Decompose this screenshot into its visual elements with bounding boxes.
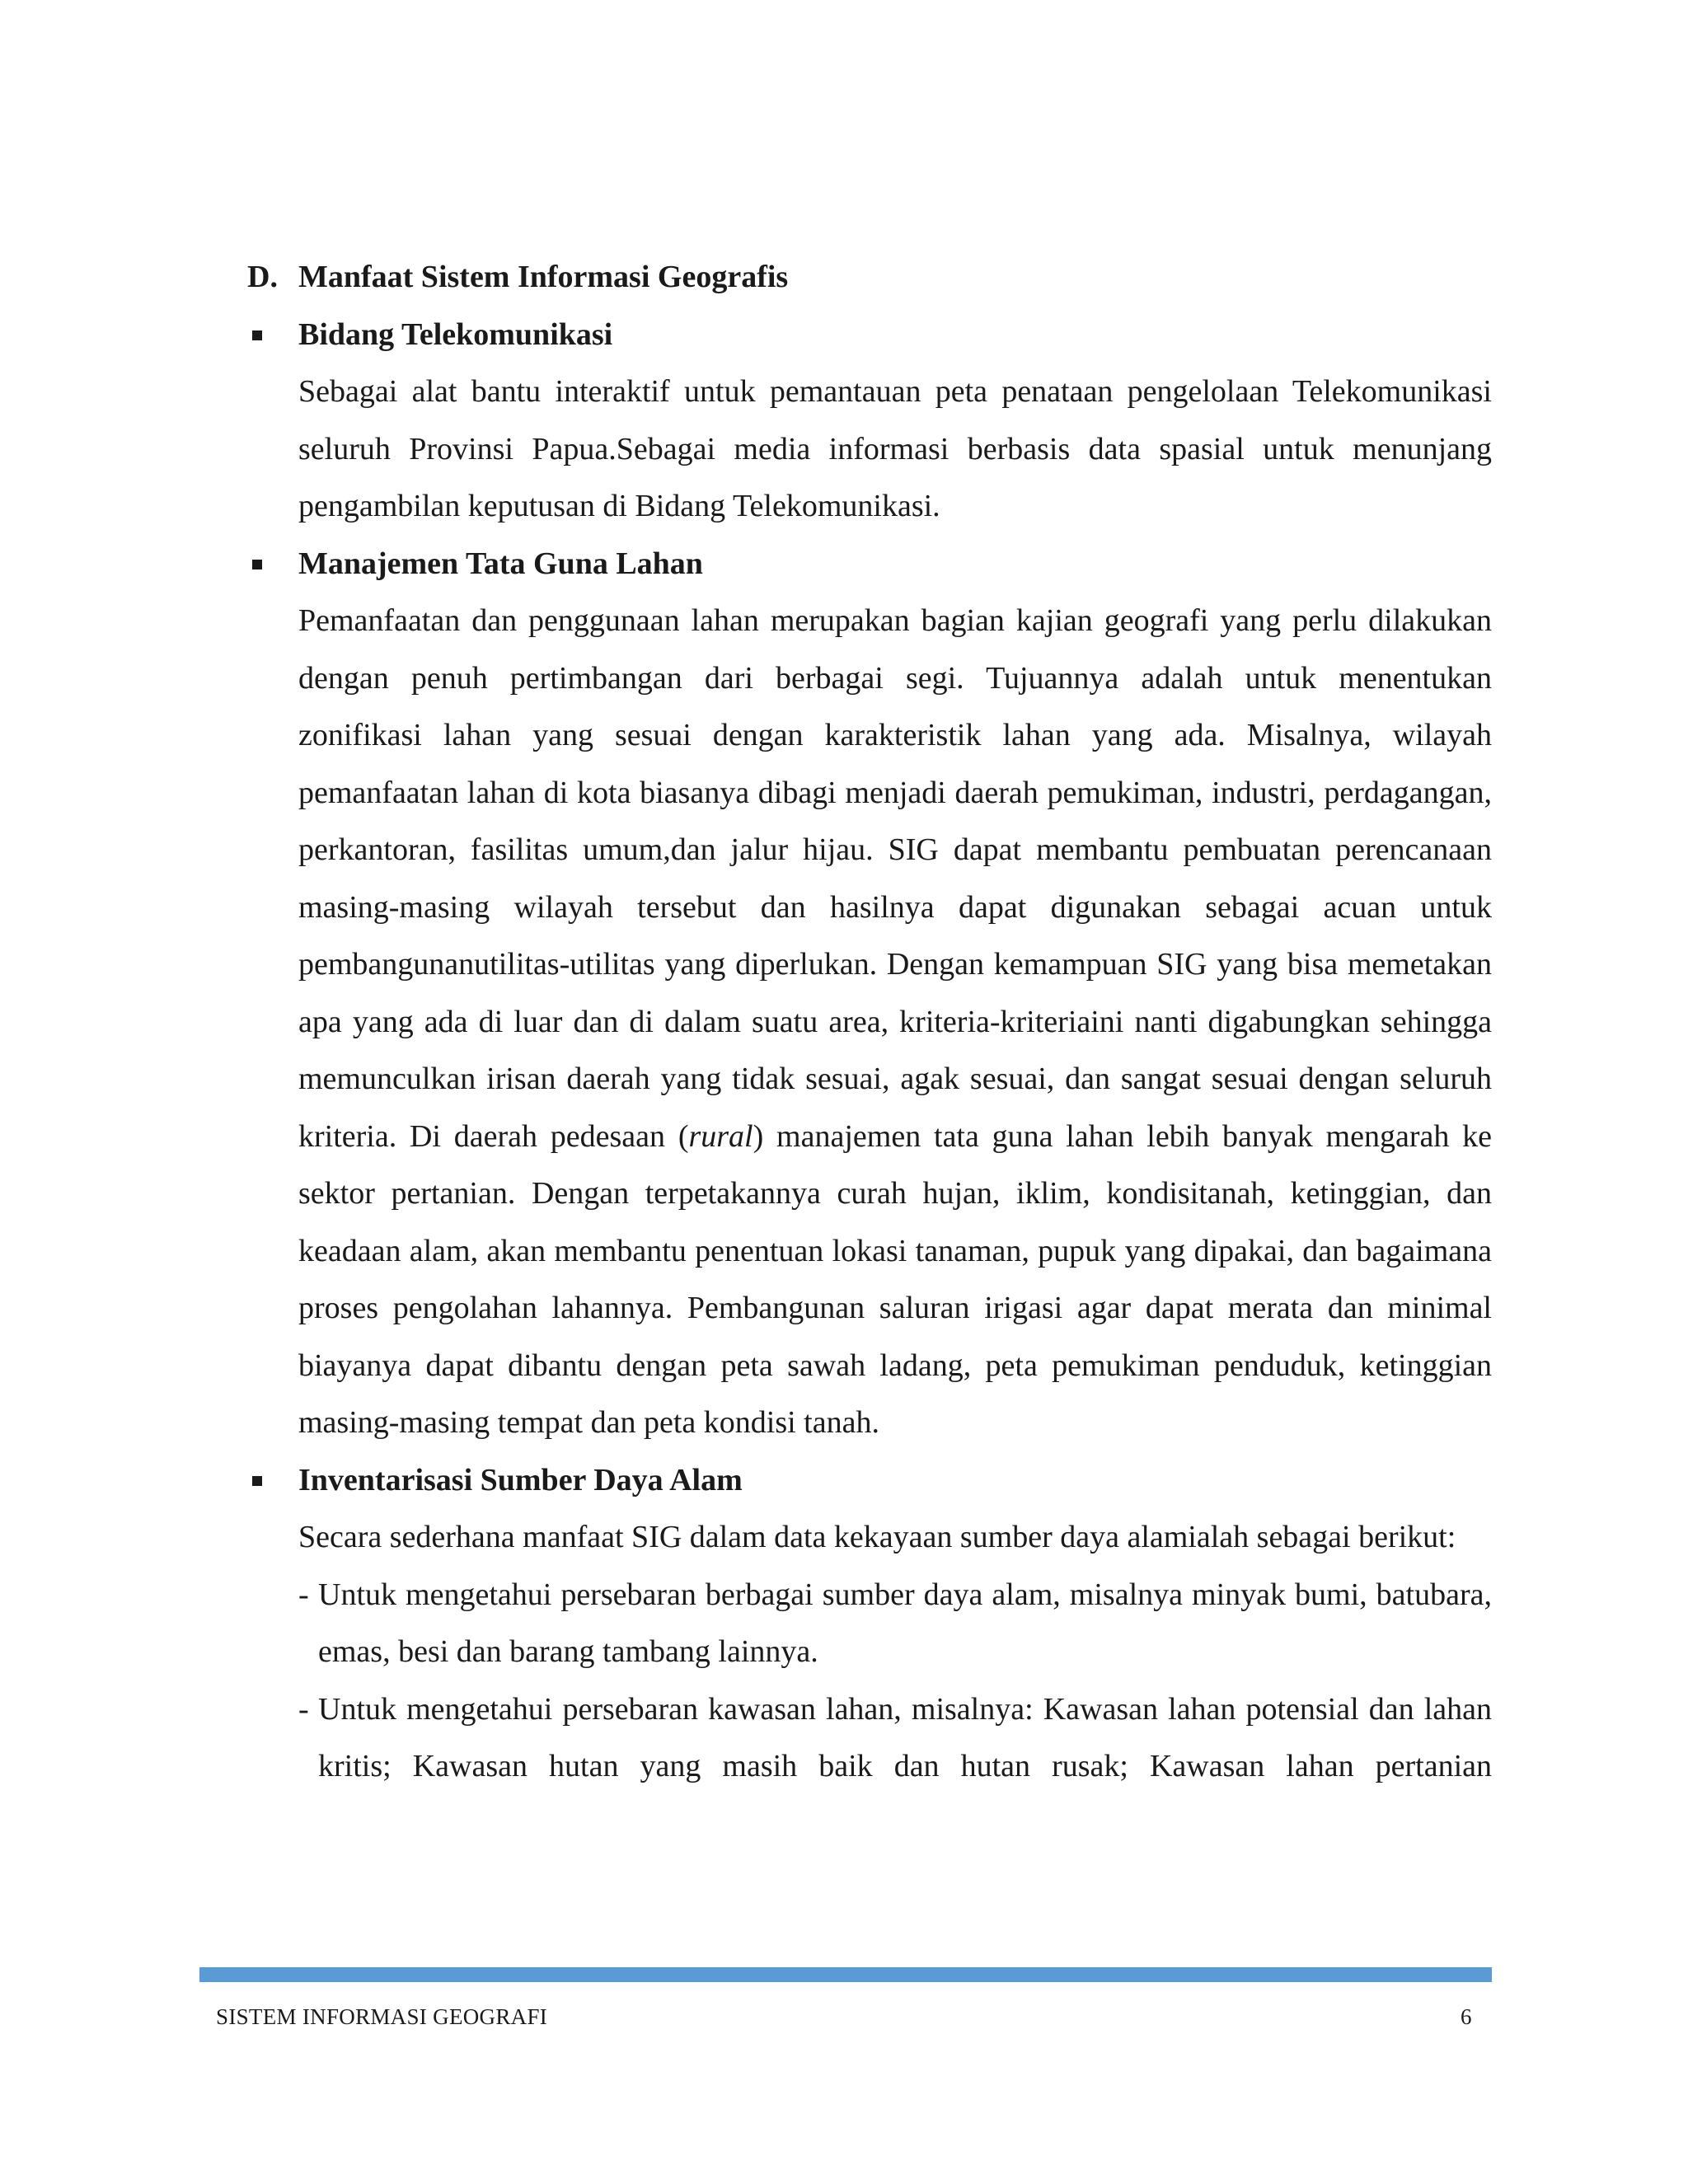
list-item [298, 1681, 1492, 1796]
bullet-title: Manajemen Tata Guna Lahan [298, 546, 703, 581]
bullet-heading-tata-guna-lahan [247, 536, 1492, 593]
footer-title: SISTEM INFORMASI GEOGRAFI [216, 2004, 548, 2029]
paragraph-telekomunikasi: Sebagai alat bantu interaktif untuk pemantauan peta penataan pengelolaan Telekomunikasi seluruh Provinsi Papua.Sebagai media informasi berbasis data spasial untuk menunjang pengambilan keputusan di Bidang Telekomunikasi. [298, 374, 1492, 523]
page-content [247, 249, 1492, 1796]
section-heading [247, 249, 1492, 307]
paragraph-text-part: Pemanfaatan dan penggunaan lahan merupakan bagian kajian geografi yang perlu dilakukan dengan penuh pertimbangan dari berbagai segi. Tujuannya adalah untuk menentukan zonifikasi lahan yang sesuai dengan karakteristik lahan yang ada. Misalnya, wilayah pemanfaatan lahan di kota biasanya dibagi menjadi daerah pemukiman, industri, perdagangan, perkantoran, fasilitas umum,dan jalur hijau. SIG dapat membantu pembuatan perencanaan masing-masing wilayah tersebut dan hasilnya dapat digunakan sebagai acuan untuk pembangunanutilitas-utilitas yang diperlukan. Dengan kemampuan SIG yang bisa memetakan apa yang ada di luar dan di dalam suatu area, kriteria-kriteriaini nanti digabungkan sehingga memunculkan irisan daerah yang tidak sesuai, agak sesuai, dan sangat sesuai dengan seluruh kriteria. Di daerah pedesaan ( [298, 603, 1492, 1154]
square-bullet-icon [247, 536, 298, 593]
page-number: 6 [1461, 2004, 1472, 2029]
section-letter: D. [247, 260, 278, 294]
paragraph-tata-guna-lahan [298, 593, 1492, 1452]
dash-marker: - [298, 1577, 309, 1612]
square-bullet-icon [247, 307, 298, 364]
list-item-text: Untuk mengetahui persebaran berbagai sumber daya alam, misalnya minyak bumi, batubara, emas, besi dan barang tambang lainnya. [318, 1577, 1492, 1669]
bullet-heading-sumber-daya-alam [247, 1452, 1492, 1510]
bullet-title: Inventarisasi Sumber Daya Alam [298, 1462, 743, 1497]
section-title: Manfaat Sistem Informasi Geografis [298, 260, 789, 294]
dash-marker: - [298, 1691, 309, 1727]
paragraph-text-part: ) manajemen tata guna lahan lebih banyak mengarah ke sektor pertanian. Dengan terpetakannya curah hujan, iklim, kondisitanah, ketinggian, dan keadaan alam, akan membantu penentuan lokasi tanaman, pupuk yang dipakai, dan bagaimana proses pengolahan lahannya. Pembangunan saluran irigasi agar dapat merata dan minimal biayanya dapat dibantu dengan peta sawah ladang, peta pemukiman penduduk, ketinggian masing-masing tempat dan peta kondisi tanah. [298, 1118, 1493, 1440]
italic-term: rural [688, 1118, 753, 1154]
square-bullet-icon [247, 1452, 298, 1510]
bullet-heading-telekomunikasi [247, 307, 1492, 364]
list-item [298, 1567, 1492, 1681]
list-item-text: Untuk mengetahui persebaran kawasan lahan, misalnya: Kawasan lahan potensial dan lahan kritis; Kawasan hutan yang masih baik dan hutan rusak; Kawasan lahan pertanian [318, 1691, 1492, 1783]
footer-divider-bar [199, 1967, 1492, 1982]
bullet-title: Bidang Telekomunikasi [298, 316, 613, 352]
paragraph-sumber-daya-alam: Secara sederhana manfaat SIG dalam data kekayaan sumber daya alamialah sebagai berikut: [298, 1520, 1456, 1554]
